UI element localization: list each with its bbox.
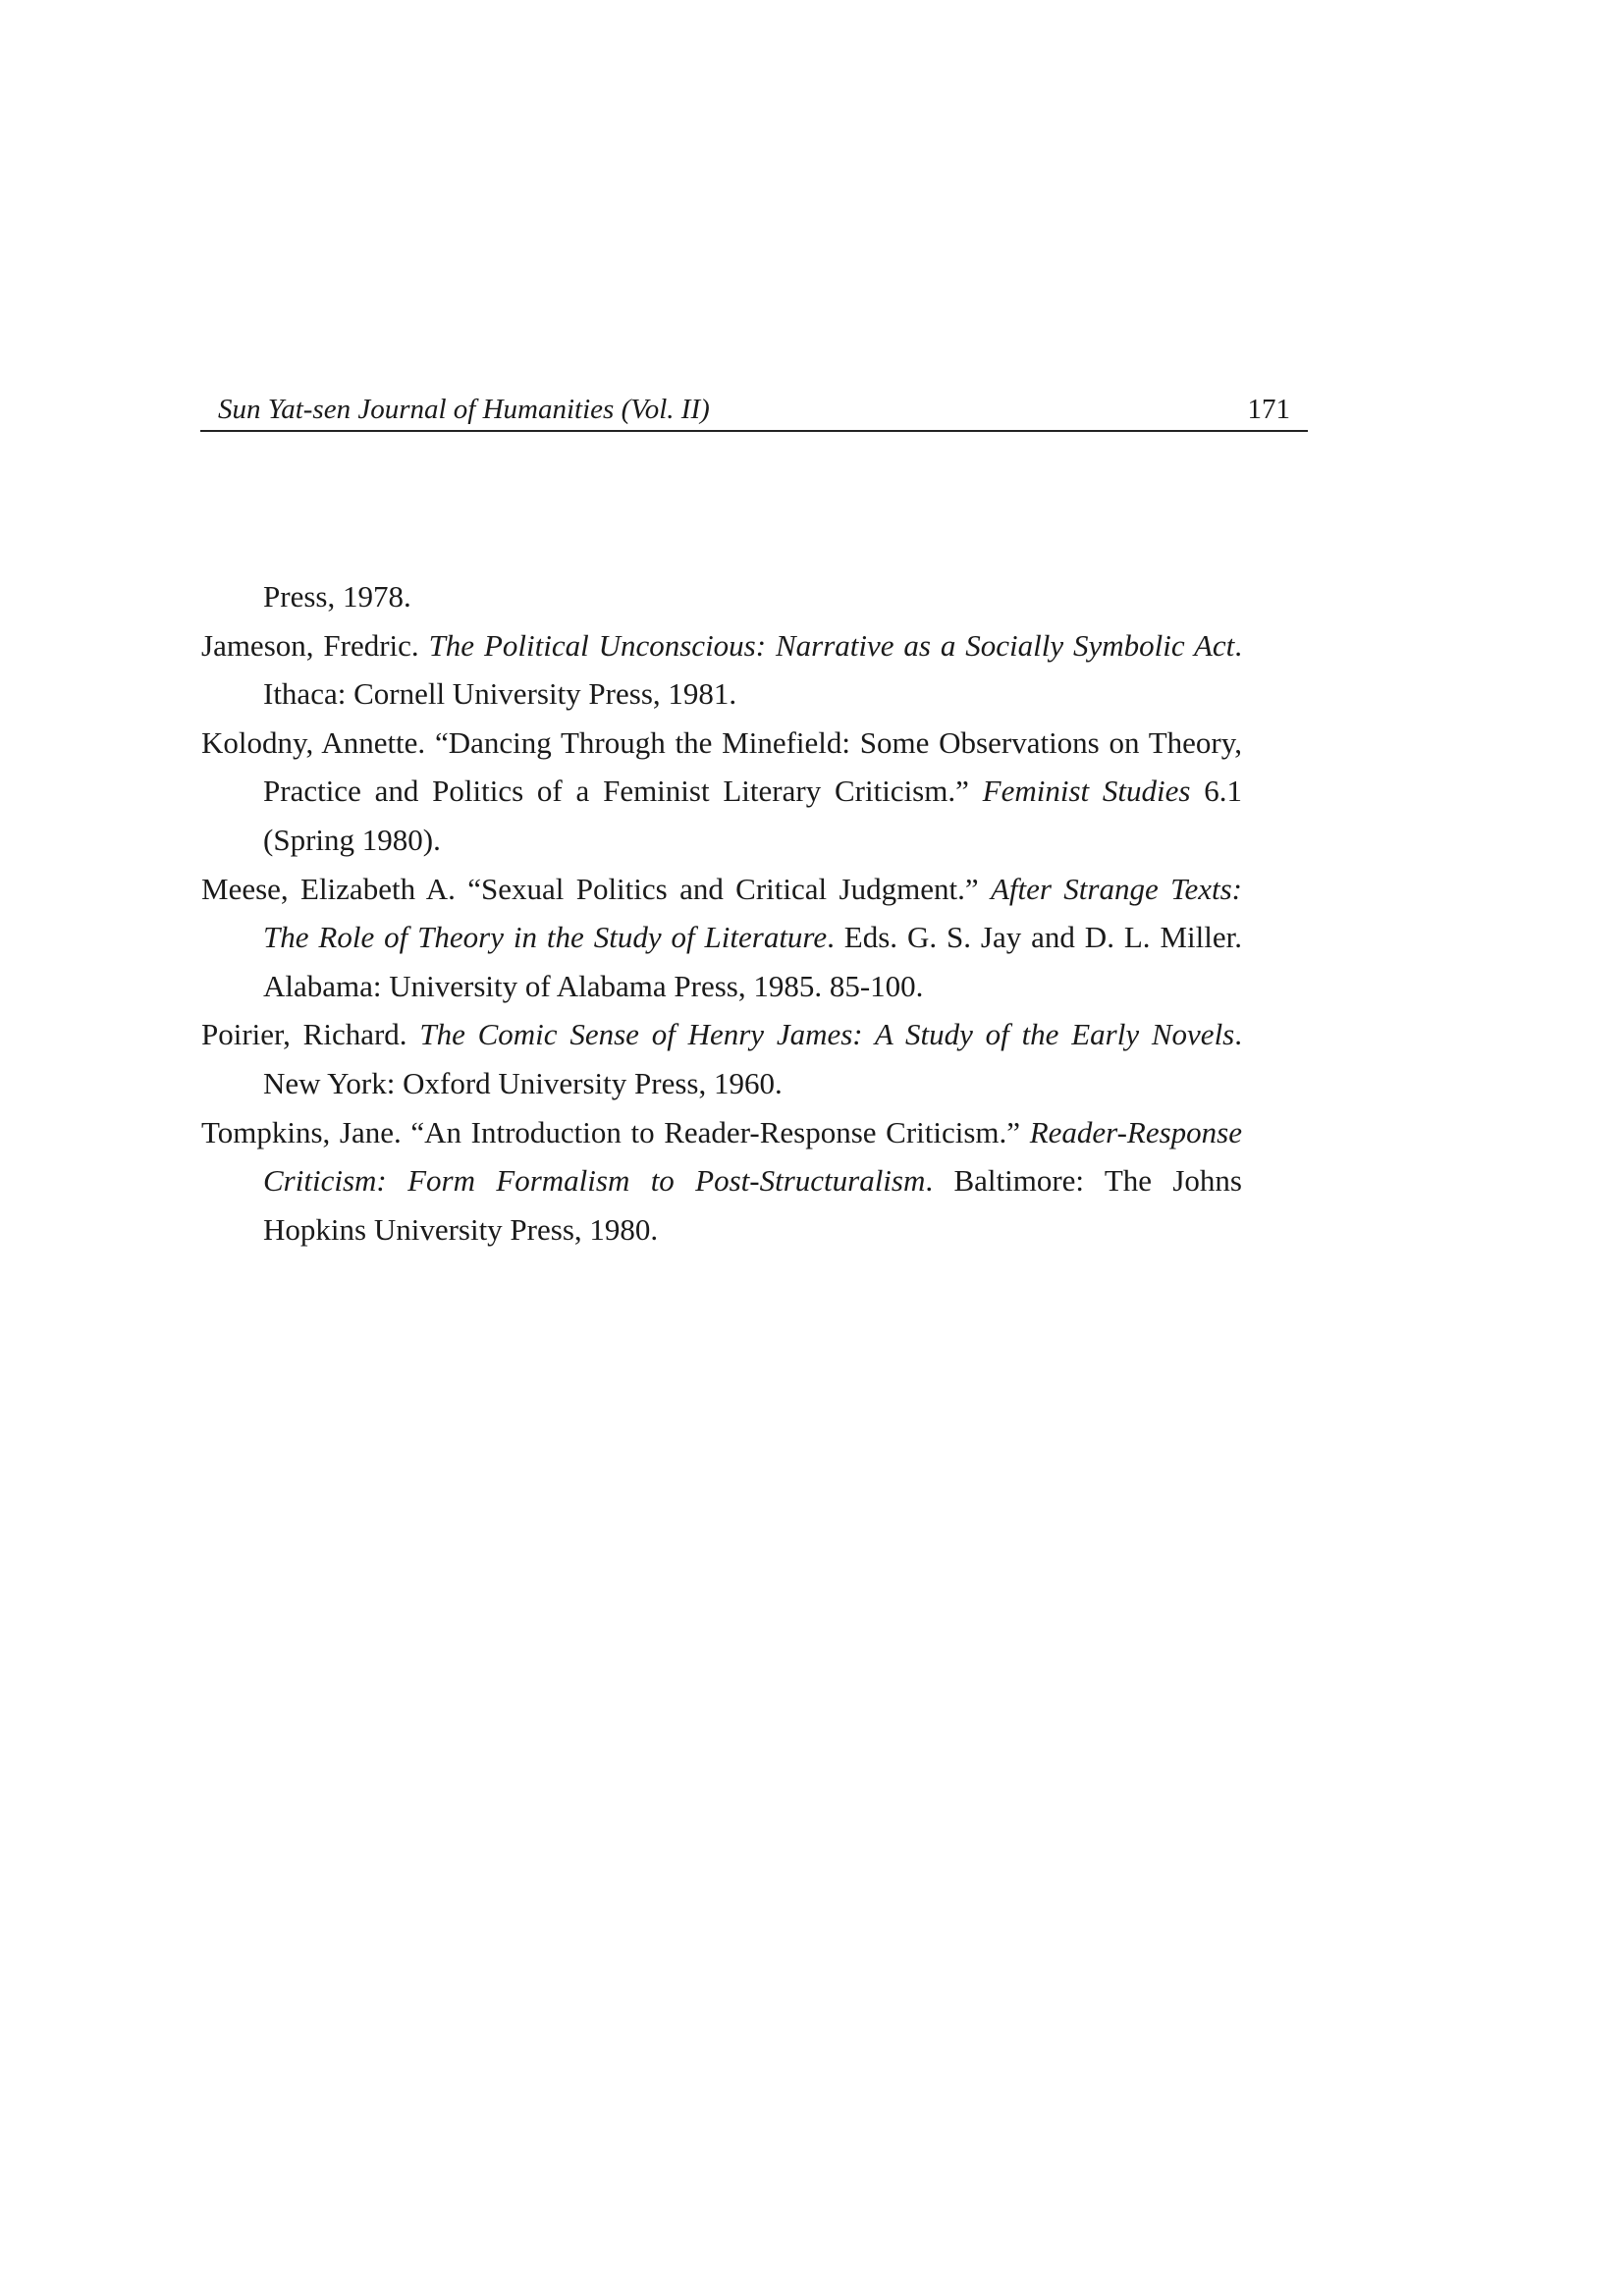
- page-number: 171: [1247, 394, 1290, 425]
- reference-title: After Strange Texts: The Role of Theory in the Study of Literature: [263, 871, 1242, 955]
- reference-text: Poirier, Richard.: [201, 1017, 420, 1052]
- reference-list: [201, 572, 1242, 1254]
- reference-title: The Comic Sense of Henry James: A Study of the Early Novels: [419, 1017, 1235, 1052]
- journal-title: Sun Yat-sen Journal of Humanities (Vol. II): [218, 394, 710, 425]
- reference-text: Kolodny, Annette. “Dancing Through the Minefield: Some Observations on Theory, Practice and Politics of a Feminist Literary Criticism.”: [201, 724, 1242, 809]
- reference-text: . Eds. G. S. Jay and D. L. Miller. Alabama: University of Alabama Press, 1985. 85-100.: [263, 920, 1242, 1003]
- reference-entry: [201, 621, 1242, 719]
- reference-text: . New York: Oxford University Press, 1960.: [263, 1017, 1242, 1100]
- reference-text: Tompkins, Jane. “An Introduction to Reader-Response Criticism.”: [201, 1114, 1030, 1149]
- reference-text: 6.1 (Spring 1980).: [263, 774, 1242, 857]
- reference-entry: [201, 572, 1242, 621]
- reference-text: Jameson, Fredric.: [201, 627, 429, 663]
- running-header: [200, 385, 1308, 432]
- reference-entry: [201, 719, 1242, 865]
- reference-entry: [201, 1010, 1242, 1107]
- reference-title: The Political Unconscious: Narrative as a Socially Symbolic Act: [428, 627, 1235, 663]
- reference-text: . Baltimore: The Johns Hopkins University Press, 1980.: [263, 1163, 1242, 1247]
- reference-entry: [201, 865, 1242, 1011]
- reference-text: Meese, Elizabeth A. “Sexual Politics and Critical Judgment.”: [201, 871, 991, 906]
- reference-text: . Ithaca: Cornell University Press, 1981.: [263, 627, 1243, 712]
- reference-title: Reader-Response Criticism: Form Formalism to Post-Structuralism: [263, 1114, 1242, 1199]
- reference-text: Press, 1978.: [263, 579, 411, 614]
- reference-title: Feminist Studies: [982, 774, 1191, 809]
- reference-entry: [201, 1108, 1242, 1255]
